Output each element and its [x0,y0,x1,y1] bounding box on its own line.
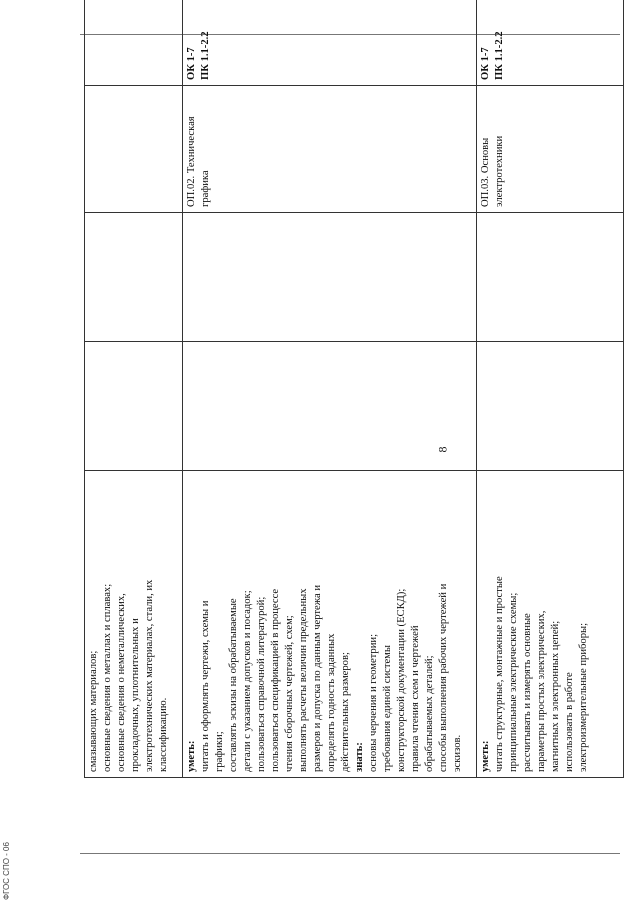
codes-cell [477,0,624,86]
text-line: читать структурные, монтажные и простые [494,576,505,772]
text-line: детали с указанием допусков и посадок; [242,590,253,772]
discipline-cell: ОП.02. Техническая графика [183,86,477,213]
empty-cell [85,342,183,471]
text-line: составлять эскизы на обрабатываемые [228,598,239,772]
text-line: основные сведения о неметаллических, [116,593,127,772]
page-number: 8 [435,446,450,453]
text-line: конструкторской документации (ЕСКД); [396,588,407,772]
text-line: чтения сборочных чертежей, схем; [284,615,295,772]
content-cell [477,471,624,778]
text-line: электротехнических материалах, стали, их [144,579,155,772]
text-line: классификацию. [158,697,169,772]
text-line: прокладочных, уплотнительных и [130,618,141,772]
codes-cell [183,0,477,86]
text-line: рассчитывать и измерять основные [522,613,533,772]
empty-cell [183,213,477,342]
table-row [477,0,624,778]
text-line: обрабатываемых деталей; [424,655,435,772]
text-line: способы выполнения рабочих чертежей и [438,583,449,772]
empty-cell [85,213,183,342]
text-line: выполнять расчеты величин предельных [298,588,309,772]
text-line: магнитных и электронных цепей; [550,620,561,772]
codes-cell [85,0,183,86]
competency-code: ПК 1.1-2.2 [200,31,211,80]
text-line: принципиальные электрические схемы; [508,592,519,772]
empty-cell [477,213,624,342]
text-line: эскизов. [452,734,463,772]
section-heading: уметь: [480,740,491,772]
empty-cell [183,342,477,471]
text-line: использовать в работе [564,672,575,772]
section-heading: знать: [354,742,365,772]
empty-cell [477,342,624,471]
text-line: основы черчения и геометрии; [368,633,379,772]
section-heading: уметь: [186,740,197,772]
text-line: читать и оформлять чертежи, схемы и [200,600,211,772]
text-line: пользоваться справочной литературой; [256,596,267,772]
competency-code: ОК 1-7 [186,47,197,80]
text-line: основные сведения о металлах и сплавах; [102,583,113,772]
text-line: требования единой системы [382,644,393,772]
footer-label: ФГОС СПО - 06 [2,842,11,900]
discipline-cell: ОП.03. Основы электротехники [477,86,624,213]
discipline-cell [85,86,183,213]
content-cell [85,471,183,778]
competency-table [84,31,624,778]
text-line: пользоваться спецификацией в процессе [270,588,281,772]
bottom-border-line [80,853,620,854]
content-cell [183,471,477,778]
table-row [183,0,477,778]
text-line: размеров и допуска по данным чертежа и [312,584,323,772]
text-line: определять годность заданных [326,633,337,772]
competency-code: ОК 1-7 [480,47,491,80]
table-row [85,0,183,778]
text-line: электроизмерительные приборы; [578,622,589,772]
text-line: правила чтения схем и чертежей [410,625,421,772]
text-line: смазывающих материалов; [88,650,99,772]
text-line: графики; [214,731,225,772]
competency-code: ПК 1.1-2.2 [494,31,505,80]
text-line: действительных размеров; [340,652,351,772]
text-line: параметры простых электрических, [536,610,547,772]
